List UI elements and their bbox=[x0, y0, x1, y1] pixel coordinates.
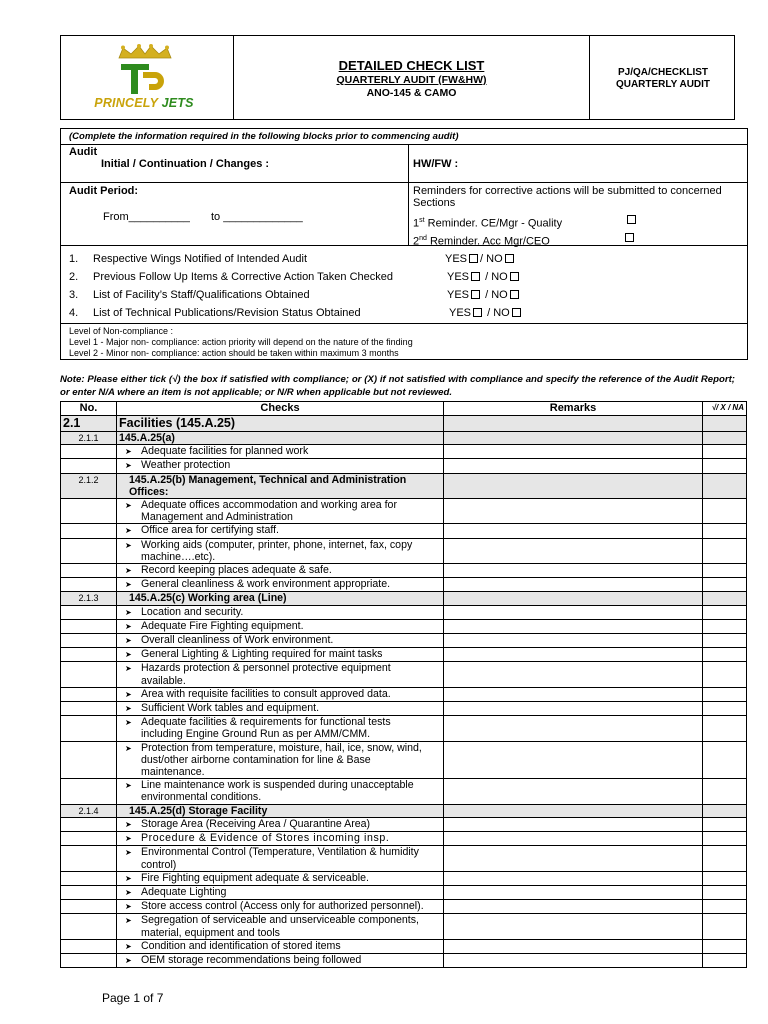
check-text: OEM storage recommendations being followed bbox=[141, 953, 362, 966]
remarks-cell[interactable] bbox=[444, 914, 703, 939]
number-cell bbox=[61, 885, 117, 899]
item-3-yes-no bbox=[447, 289, 521, 302]
col-header-no: No. bbox=[61, 402, 117, 416]
tp-monogram-icon bbox=[119, 62, 169, 96]
document-header bbox=[60, 35, 735, 120]
brand-name-part-b: JETS bbox=[161, 96, 194, 110]
check-cell bbox=[117, 914, 444, 939]
check-text: Overall cleanliness of Work environment. bbox=[141, 634, 334, 647]
table-row bbox=[61, 445, 747, 459]
table-row bbox=[61, 524, 747, 538]
arrow-bullet-icon: ➤ bbox=[125, 580, 132, 590]
remarks-cell[interactable] bbox=[444, 592, 703, 605]
status-cell[interactable] bbox=[703, 871, 747, 885]
arrow-bullet-icon: ➤ bbox=[125, 540, 132, 550]
no-checkbox[interactable] bbox=[510, 290, 519, 299]
check-text: Weather protection bbox=[141, 459, 231, 472]
check-text: Adequate facilities & requirements for functional tests including Engine Ground Run as per AMM/CMM. bbox=[141, 716, 391, 741]
check-text: Fire Fighting equipment adequate & serviceable. bbox=[141, 871, 369, 884]
arrow-bullet-icon: ➤ bbox=[125, 664, 132, 674]
subsection-row bbox=[61, 473, 747, 498]
item-4-yes-no bbox=[449, 307, 523, 320]
number-cell bbox=[61, 445, 117, 459]
arrow-bullet-icon: ➤ bbox=[125, 718, 132, 728]
number-cell bbox=[61, 832, 117, 846]
no-checkbox[interactable] bbox=[505, 254, 514, 263]
check-cell bbox=[117, 871, 444, 885]
check-text: General cleanliness & work environment appropriate. bbox=[141, 578, 391, 591]
status-cell[interactable] bbox=[703, 716, 747, 741]
table-row bbox=[61, 619, 747, 633]
item-2-text: Previous Follow Up Items & Corrective Action Taken Checked bbox=[93, 271, 393, 283]
check-text: Record keeping places adequate & safe. bbox=[141, 564, 332, 577]
arrow-bullet-icon: ➤ bbox=[125, 819, 132, 829]
remarks-cell[interactable] bbox=[444, 416, 703, 432]
yes-label: YES bbox=[445, 253, 468, 265]
divider bbox=[61, 245, 747, 246]
check-cell bbox=[117, 564, 444, 578]
checklist-table bbox=[60, 401, 747, 968]
number-cell bbox=[61, 914, 117, 939]
remarks-cell[interactable] bbox=[444, 900, 703, 914]
remarks-cell[interactable] bbox=[444, 648, 703, 662]
no-label: NO bbox=[493, 307, 510, 319]
check-cell bbox=[117, 817, 444, 831]
check-text: General Lighting & Lighting required for maint tasks bbox=[141, 648, 383, 661]
item-1-yes-no bbox=[445, 253, 516, 266]
status-cell[interactable] bbox=[703, 473, 747, 498]
arrow-bullet-icon: ➤ bbox=[125, 461, 132, 471]
subsection-row bbox=[61, 592, 747, 605]
audit-period-label: Audit Period: bbox=[69, 185, 139, 197]
table-row bbox=[61, 634, 747, 648]
first-reminder-checkbox[interactable] bbox=[627, 215, 636, 224]
table-row bbox=[61, 702, 747, 716]
status-cell[interactable] bbox=[703, 939, 747, 953]
status-cell[interactable] bbox=[703, 578, 747, 592]
reminder-ordinal: nd bbox=[419, 235, 427, 242]
subsection-title: 145.A.25(c) Working area (Line) bbox=[117, 592, 444, 605]
arrow-bullet-icon: ➤ bbox=[125, 501, 132, 511]
item-2-number: 2. bbox=[69, 271, 79, 283]
check-cell bbox=[117, 605, 444, 619]
arrow-bullet-icon: ➤ bbox=[125, 941, 132, 951]
yes-checkbox[interactable] bbox=[471, 272, 480, 281]
subsection-title: 145.A.25(b) Management, Technical and Administration Offices: bbox=[117, 473, 444, 498]
check-cell bbox=[117, 538, 444, 563]
yes-label: YES bbox=[447, 271, 470, 283]
remarks-cell[interactable] bbox=[444, 953, 703, 967]
section-title: Facilities (145.A.25) bbox=[117, 416, 444, 432]
status-cell[interactable] bbox=[703, 499, 747, 524]
check-cell bbox=[117, 687, 444, 701]
reminder-number: 1 bbox=[413, 217, 420, 230]
arrow-bullet-icon: ➤ bbox=[125, 607, 132, 617]
check-text: Storage Area (Receiving Area / Quarantine Area) bbox=[141, 817, 371, 830]
number-cell bbox=[61, 687, 117, 701]
number-cell bbox=[61, 499, 117, 524]
arrow-bullet-icon: ➤ bbox=[125, 916, 132, 926]
remarks-cell[interactable] bbox=[444, 662, 703, 687]
table-row bbox=[61, 914, 747, 939]
check-text: Line maintenance work is suspended during unacceptable environmental conditions. bbox=[141, 779, 414, 804]
check-text: Protection from temperature, moisture, hail, ice, snow, wind, dust/other airborne contamination for line & Base maintenance. bbox=[141, 741, 422, 779]
status-cell[interactable] bbox=[703, 662, 747, 687]
number-cell bbox=[61, 662, 117, 687]
check-cell bbox=[117, 939, 444, 953]
table-row bbox=[61, 953, 747, 967]
separator: / bbox=[487, 307, 491, 319]
no-checkbox[interactable] bbox=[512, 308, 521, 317]
table-row bbox=[61, 939, 747, 953]
number-cell bbox=[61, 939, 117, 953]
status-cell[interactable] bbox=[703, 564, 747, 578]
brand-name-part-a: PRINCELY bbox=[94, 96, 158, 110]
status-cell[interactable] bbox=[703, 459, 747, 473]
table-row bbox=[61, 564, 747, 578]
remarks-cell[interactable] bbox=[444, 804, 703, 817]
to-field[interactable]: to _____________ bbox=[211, 211, 303, 223]
arrow-bullet-icon: ➤ bbox=[125, 650, 132, 660]
number-cell bbox=[61, 578, 117, 592]
item-2-yes-no bbox=[447, 271, 521, 284]
reminder-label: Reminder. CE/Mgr - Quality bbox=[424, 217, 563, 230]
check-text: Adequate offices accommodation and working area for Management and Administration bbox=[141, 499, 397, 524]
no-checkbox[interactable] bbox=[510, 272, 519, 281]
crown-icon bbox=[115, 44, 175, 60]
arrow-bullet-icon: ➤ bbox=[125, 526, 132, 536]
arrow-bullet-icon: ➤ bbox=[125, 887, 132, 897]
check-cell bbox=[117, 716, 444, 741]
yes-checkbox[interactable] bbox=[473, 308, 482, 317]
number-cell bbox=[61, 846, 117, 871]
from-field[interactable]: From__________ bbox=[103, 211, 190, 223]
table-row bbox=[61, 716, 747, 741]
item-3-text: List of Facility’s Staff/Qualifications Obtained bbox=[93, 289, 310, 301]
table-row bbox=[61, 846, 747, 871]
check-text: Environmental Control (Temperature, Ventilation & humidity control) bbox=[141, 846, 419, 871]
remarks-cell[interactable] bbox=[444, 846, 703, 871]
subsection-title: 145.A.25(d) Storage Facility bbox=[117, 804, 444, 817]
remarks-cell[interactable] bbox=[444, 817, 703, 831]
number-cell bbox=[61, 900, 117, 914]
separator: / bbox=[485, 271, 489, 283]
check-cell bbox=[117, 953, 444, 967]
check-cell bbox=[117, 832, 444, 846]
remarks-cell[interactable] bbox=[444, 499, 703, 524]
check-text: Condition and identification of stored items bbox=[141, 939, 341, 952]
check-text: Procedure & Evidence of Stores incoming insp. bbox=[141, 832, 390, 845]
check-cell bbox=[117, 499, 444, 524]
separator: / bbox=[485, 289, 489, 301]
brand-name bbox=[89, 96, 199, 110]
remarks-cell[interactable] bbox=[444, 779, 703, 804]
table-row bbox=[61, 538, 747, 563]
arrow-bullet-icon: ➤ bbox=[125, 689, 132, 699]
section-row bbox=[61, 416, 747, 432]
separator: / bbox=[480, 253, 484, 265]
check-cell bbox=[117, 702, 444, 716]
instruction-text: (Complete the information required in the following blocks prior to commencing audit) bbox=[69, 131, 459, 142]
number-cell bbox=[61, 605, 117, 619]
subsection-title: 145.A.25(a) bbox=[117, 432, 444, 445]
section-number: 2.1 bbox=[61, 416, 117, 432]
subsection-number: 2.1.3 bbox=[61, 592, 117, 605]
status-cell[interactable] bbox=[703, 914, 747, 939]
check-text: Working aids (computer, printer, phone, internet, fax, copy machine….etc). bbox=[141, 538, 413, 563]
table-header-row bbox=[61, 402, 747, 416]
item-1-text: Respective Wings Notified of Intended Audit bbox=[93, 253, 308, 265]
subsection-row bbox=[61, 432, 747, 445]
remarks-cell[interactable] bbox=[444, 871, 703, 885]
reference-cell bbox=[590, 36, 736, 119]
table-row bbox=[61, 648, 747, 662]
reminder-label: Reminder. Acc Mgr/CEO bbox=[426, 235, 550, 248]
divider bbox=[61, 144, 747, 145]
remarks-cell[interactable] bbox=[444, 634, 703, 648]
check-cell bbox=[117, 741, 444, 779]
compliance-note: Note: Please either tick (√) the box if satisfied with compliance; or (X) if not satisfied with compliance and specify the reference of the Audit Report; or enter N/A where an item is not applicable; or N/R when applicable but not reviewed. bbox=[60, 374, 735, 398]
divider bbox=[61, 323, 747, 324]
status-cell[interactable] bbox=[703, 832, 747, 846]
col-header-checks: Checks bbox=[117, 402, 444, 416]
remarks-cell[interactable] bbox=[444, 741, 703, 779]
no-label: NO bbox=[491, 271, 508, 283]
check-cell bbox=[117, 524, 444, 538]
status-cell[interactable] bbox=[703, 416, 747, 432]
status-cell[interactable] bbox=[703, 524, 747, 538]
status-cell[interactable] bbox=[703, 687, 747, 701]
reminders-text-2: Sections bbox=[413, 197, 456, 209]
arrow-bullet-icon: ➤ bbox=[125, 834, 132, 844]
reminder-number: 2 bbox=[413, 235, 420, 248]
arrow-bullet-icon: ➤ bbox=[125, 848, 132, 858]
yes-label: YES bbox=[449, 307, 472, 319]
table-row bbox=[61, 832, 747, 846]
remarks-cell[interactable] bbox=[444, 716, 703, 741]
number-cell bbox=[61, 459, 117, 473]
status-cell[interactable] bbox=[703, 605, 747, 619]
item-4-text: List of Technical Publications/Revision Status Obtained bbox=[93, 307, 361, 319]
status-cell[interactable] bbox=[703, 885, 747, 899]
number-cell bbox=[61, 741, 117, 779]
remarks-cell[interactable] bbox=[444, 885, 703, 899]
arrow-bullet-icon: ➤ bbox=[125, 955, 132, 965]
arrow-bullet-icon: ➤ bbox=[125, 621, 132, 631]
table-row bbox=[61, 741, 747, 779]
check-text: Segregation of serviceable and unserviceable components, material, equipment and tools bbox=[141, 914, 419, 939]
number-cell bbox=[61, 779, 117, 804]
page-number: Page 1 of 7 bbox=[102, 991, 164, 1005]
check-text: Hazards protection & personnel protective equipment available. bbox=[141, 662, 391, 687]
table-row bbox=[61, 499, 747, 524]
second-reminder bbox=[413, 232, 550, 249]
number-cell bbox=[61, 953, 117, 967]
number-cell bbox=[61, 871, 117, 885]
table-row bbox=[61, 900, 747, 914]
check-cell bbox=[117, 846, 444, 871]
arrow-bullet-icon: ➤ bbox=[125, 902, 132, 912]
check-cell bbox=[117, 445, 444, 459]
yes-checkbox[interactable] bbox=[469, 254, 478, 263]
initial-continuation-label: Initial / Continuation / Changes : bbox=[101, 158, 270, 170]
check-text: Store access control (Access only for authorized personnel). bbox=[141, 900, 424, 913]
status-cell[interactable] bbox=[703, 648, 747, 662]
remarks-cell[interactable] bbox=[444, 605, 703, 619]
number-cell bbox=[61, 634, 117, 648]
no-label: NO bbox=[491, 289, 508, 301]
check-cell bbox=[117, 619, 444, 633]
logo-cell bbox=[61, 36, 234, 119]
divider bbox=[408, 144, 409, 245]
arrow-bullet-icon: ➤ bbox=[125, 447, 132, 457]
status-cell[interactable] bbox=[703, 592, 747, 605]
second-reminder-checkbox[interactable] bbox=[625, 233, 634, 242]
remarks-cell[interactable] bbox=[444, 564, 703, 578]
remarks-cell[interactable] bbox=[444, 939, 703, 953]
reminders-text-1: Reminders for corrective actions will be submitted to concerned bbox=[413, 185, 722, 197]
check-cell bbox=[117, 578, 444, 592]
status-cell[interactable] bbox=[703, 779, 747, 804]
item-1-number: 1. bbox=[69, 253, 79, 265]
princely-jets-logo bbox=[89, 44, 199, 114]
check-text: Adequate facilities for planned work bbox=[141, 445, 309, 458]
status-cell[interactable] bbox=[703, 445, 747, 459]
remarks-cell[interactable] bbox=[444, 687, 703, 701]
status-cell[interactable] bbox=[703, 741, 747, 779]
check-text: Adequate Fire Fighting equipment. bbox=[141, 619, 304, 632]
audit-label: Audit bbox=[69, 146, 98, 158]
remarks-cell[interactable] bbox=[444, 524, 703, 538]
divider bbox=[61, 182, 747, 183]
check-cell bbox=[117, 634, 444, 648]
status-cell[interactable] bbox=[703, 900, 747, 914]
remarks-cell[interactable] bbox=[444, 432, 703, 445]
yes-label: YES bbox=[447, 289, 470, 301]
table-row bbox=[61, 885, 747, 899]
remarks-cell[interactable] bbox=[444, 459, 703, 473]
table-row bbox=[61, 578, 747, 592]
item-3-number: 3. bbox=[69, 289, 79, 301]
number-cell bbox=[61, 648, 117, 662]
remarks-cell[interactable] bbox=[444, 702, 703, 716]
table-row bbox=[61, 687, 747, 701]
remarks-cell[interactable] bbox=[444, 538, 703, 563]
hwfw-label: HW/FW : bbox=[413, 158, 459, 170]
remarks-cell[interactable] bbox=[444, 445, 703, 459]
col-header-remarks: Remarks bbox=[444, 402, 703, 416]
subsection-number: 2.1.2 bbox=[61, 473, 117, 498]
arrow-bullet-icon: ➤ bbox=[125, 566, 132, 576]
status-cell[interactable] bbox=[703, 804, 747, 817]
document-subtitle-1: QUARTERLY AUDIT (FW&HW) bbox=[336, 74, 487, 86]
remarks-cell[interactable] bbox=[444, 578, 703, 592]
arrow-bullet-icon: ➤ bbox=[125, 781, 132, 791]
status-cell[interactable] bbox=[703, 619, 747, 633]
check-cell bbox=[117, 648, 444, 662]
remarks-cell[interactable] bbox=[444, 619, 703, 633]
item-4-number: 4. bbox=[69, 307, 79, 319]
check-text: Location and security. bbox=[141, 605, 244, 618]
level-2-text: Level 2 - Minor non- compliance: action should be taken within maximum 3 months bbox=[69, 348, 399, 358]
status-cell[interactable] bbox=[703, 702, 747, 716]
subsection-number: 2.1.4 bbox=[61, 804, 117, 817]
document-title: DETAILED CHECK LIST bbox=[338, 58, 485, 73]
document-subtitle-2: ANO-145 & CAMO bbox=[366, 87, 457, 99]
check-text: Sufficient Work tables and equipment. bbox=[141, 702, 320, 715]
table-row bbox=[61, 459, 747, 473]
reference-code: PJ/QA/CHECKLIST bbox=[617, 67, 708, 78]
status-cell[interactable] bbox=[703, 953, 747, 967]
check-text: Adequate Lighting bbox=[141, 885, 227, 898]
remarks-cell[interactable] bbox=[444, 473, 703, 498]
check-text: Office area for certifying staff. bbox=[141, 524, 279, 537]
arrow-bullet-icon: ➤ bbox=[125, 873, 132, 883]
check-cell bbox=[117, 885, 444, 899]
remarks-cell[interactable] bbox=[444, 832, 703, 846]
number-cell bbox=[61, 524, 117, 538]
no-label: NO bbox=[486, 253, 503, 265]
status-cell[interactable] bbox=[703, 432, 747, 445]
yes-checkbox[interactable] bbox=[471, 290, 480, 299]
first-reminder bbox=[413, 214, 562, 231]
title-cell bbox=[234, 36, 590, 119]
check-cell bbox=[117, 459, 444, 473]
status-cell[interactable] bbox=[703, 538, 747, 563]
arrow-bullet-icon: ➤ bbox=[125, 704, 132, 714]
level-1-text: Level 1 - Major non- compliance: action priority will depend on the nature of the finding bbox=[69, 337, 413, 347]
number-cell bbox=[61, 564, 117, 578]
table-row bbox=[61, 779, 747, 804]
check-cell bbox=[117, 662, 444, 687]
reminder-ordinal: st bbox=[419, 217, 425, 224]
table-row bbox=[61, 605, 747, 619]
reference-name: QUARTERLY AUDIT bbox=[615, 79, 711, 90]
subsection-number: 2.1.1 bbox=[61, 432, 117, 445]
number-cell bbox=[61, 716, 117, 741]
status-cell[interactable] bbox=[703, 817, 747, 831]
col-header-status: √/ X / NA bbox=[703, 402, 747, 416]
audit-info-block bbox=[60, 128, 748, 360]
arrow-bullet-icon: ➤ bbox=[125, 743, 132, 753]
number-cell bbox=[61, 538, 117, 563]
arrow-bullet-icon: ➤ bbox=[125, 636, 132, 646]
check-cell bbox=[117, 900, 444, 914]
number-cell bbox=[61, 817, 117, 831]
subsection-row bbox=[61, 804, 747, 817]
check-cell bbox=[117, 779, 444, 804]
status-cell[interactable] bbox=[703, 634, 747, 648]
level-title: Level of Non-compliance : bbox=[69, 326, 174, 336]
check-text: Area with requisite facilities to consult approved data. bbox=[141, 687, 391, 700]
table-row bbox=[61, 662, 747, 687]
table-row bbox=[61, 871, 747, 885]
table-row bbox=[61, 817, 747, 831]
number-cell bbox=[61, 702, 117, 716]
number-cell bbox=[61, 619, 117, 633]
status-cell[interactable] bbox=[703, 846, 747, 871]
